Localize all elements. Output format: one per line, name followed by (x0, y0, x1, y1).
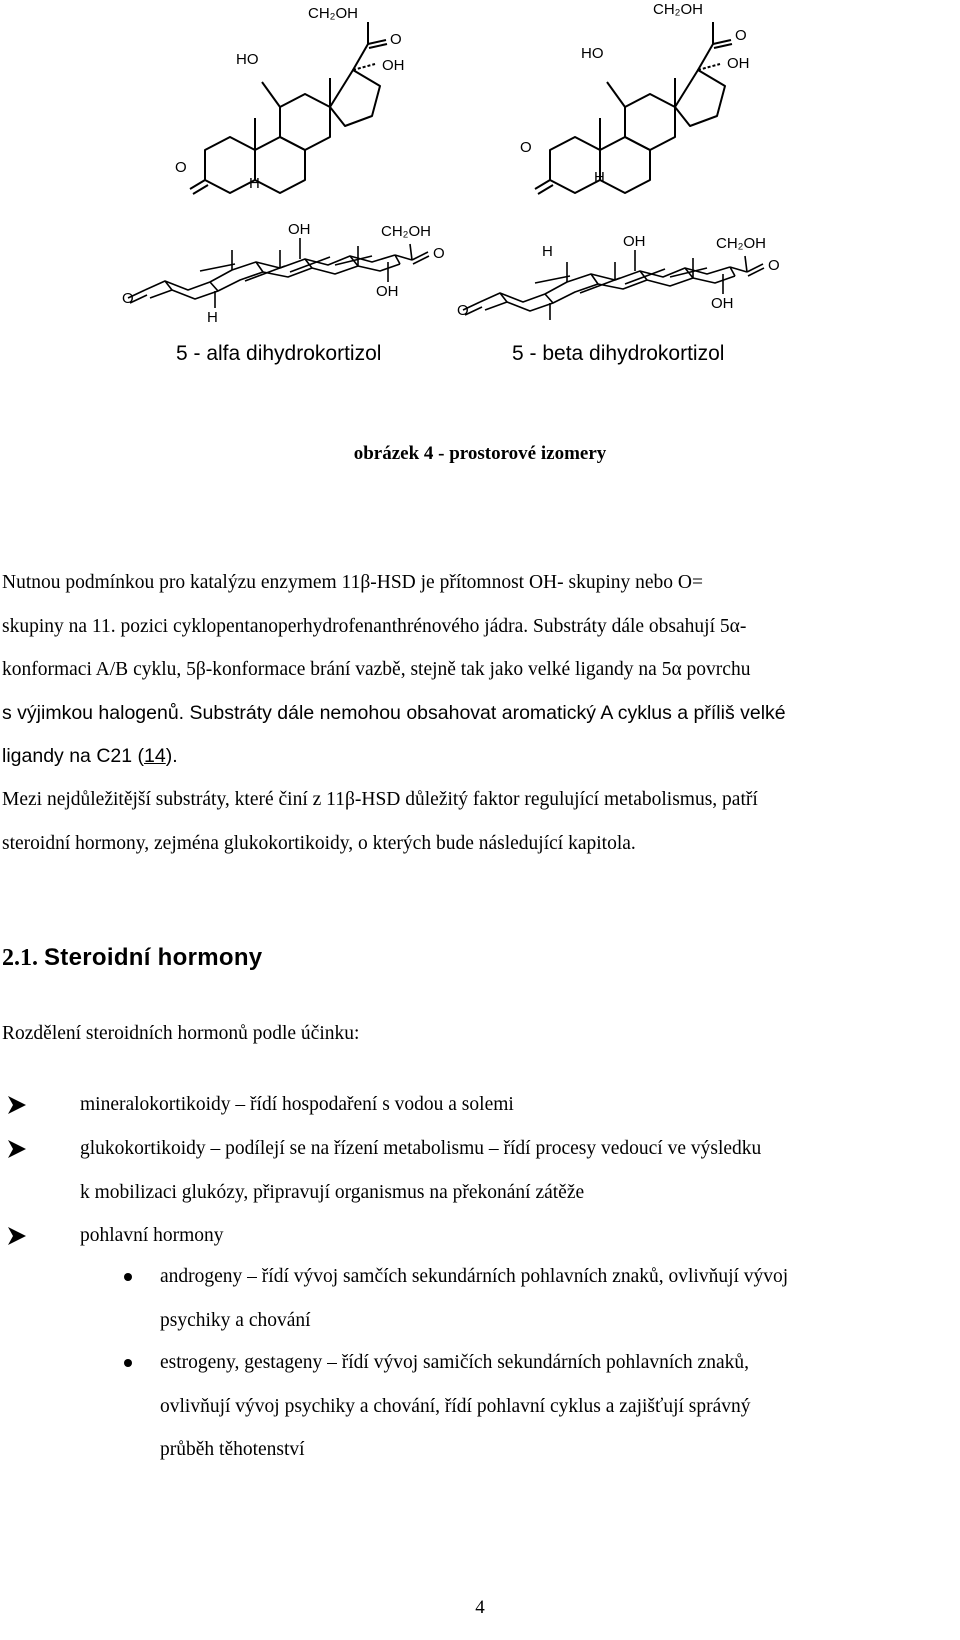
atom-label: H (594, 169, 605, 186)
text-line: ovlivňují vývoj psychiky a chování, řídí pohlavní cyklus a zajišťují správný (160, 1395, 751, 1417)
atom-label: O (122, 290, 134, 307)
text-line: k mobilizaci glukózy, připravují organismus na překonání zátěže (80, 1181, 585, 1203)
atom-label: HO (236, 51, 259, 68)
atom-label: HO (581, 45, 604, 62)
text-line: průběh těhotenství (160, 1439, 305, 1461)
atom-label: CH₂OH (381, 223, 431, 240)
atom-label: O (390, 31, 402, 48)
steroid-isomers-figure (0, 0, 960, 390)
atom-label: O (520, 139, 532, 156)
atom-label: O (457, 302, 469, 319)
page-number: 4 (475, 1597, 485, 1618)
figure-label-alpha: 5 - alfa dihydrokortizol (176, 342, 382, 365)
text-line: s výjimkou halogenů. Substráty dále nemohou obsahovat aromatický A cyklus a příliš velké (2, 701, 786, 724)
atom-label: OH (727, 55, 750, 72)
text-fragment: ligandy na C21 ( (2, 745, 145, 768)
text-line: Mezi nejdůležitější substráty, které činí z 11β-HSD důležitý faktor regulující metabolismus, patří (2, 789, 758, 810)
text-line: psychiky a chování (160, 1309, 311, 1331)
figure-caption: obrázek 4 - prostorové izomery (353, 443, 607, 464)
paragraph-substrate-requirements (2, 561, 954, 779)
sublist-item-estrogens (160, 1341, 960, 1472)
text-line: estrogeny, gestageny – řídí vývoj samičích sekundárních pohlavních znaků, (160, 1352, 749, 1373)
text-line: steroidní hormony, zejména glukokortikoidy, o kterých bude následující kapitola. (2, 832, 636, 854)
arrow-bullet-icon (6, 1138, 28, 1160)
alpha-2d-structure (190, 22, 387, 194)
figure-label-beta: 5 - beta dihydrokortizol (512, 342, 725, 365)
atom-label: CH₂OH (653, 1, 703, 18)
atom-label: H (249, 175, 260, 192)
atom-label: CH₂OH (716, 235, 766, 252)
atom-label: OH (288, 221, 311, 238)
section-title: Steroidní hormony (44, 944, 263, 971)
section-number: 2.1. (2, 945, 38, 971)
atom-label: O (735, 27, 747, 44)
arrow-bullet-icon (6, 1225, 28, 1247)
bullet-dot-icon (124, 1273, 132, 1281)
atom-label: O (768, 257, 780, 274)
atom-label: OH (376, 283, 399, 300)
list-item-mineralocorticoids: mineralokortikoidy – řídí hospodaření s vodou a solemi (80, 1094, 514, 1115)
text-line (2, 735, 954, 779)
text-line: glukokortikoidy – podílejí se na řízení metabolismu – řídí procesy vedoucí ve výsledku (80, 1138, 762, 1159)
atom-label: OH (623, 233, 646, 250)
atom-label: O (175, 159, 187, 176)
intro-text: Rozdělení steroidních hormonů podle účinku: (2, 1023, 360, 1044)
atom-label: OH (711, 295, 734, 312)
atom-label: O (433, 245, 445, 262)
structural-formulas (0, 0, 960, 390)
text-line: konformaci A/B cyklu, 5β-konformace brání vazbě, stejně tak jako velké ligandy na 5α povrchu (2, 659, 751, 681)
text-line: Nutnou podmínkou pro katalýzu enzymem 11β-HSD je přítomnost OH- skupiny nebo O= (2, 572, 703, 593)
bullet-dot-icon (124, 1359, 132, 1367)
beta-2d-structure (535, 22, 732, 194)
list-item-sex-hormones: pohlavní hormony (80, 1225, 224, 1246)
atom-label: CH₂OH (308, 5, 358, 22)
list-item-glucocorticoids (80, 1127, 950, 1214)
text-line: skupiny na 11. pozici cyklopentanoperhydrofenanthrénového jádra. Substráty dále obsahují 5α- (2, 615, 747, 637)
atom-label: H (207, 309, 218, 326)
arrow-bullet-icon (6, 1094, 28, 1116)
citation-link[interactable]: 14 (144, 745, 166, 768)
sublist-item-androgens (160, 1255, 960, 1342)
atom-label: H (542, 243, 553, 260)
text-fragment: ). (165, 745, 178, 768)
atom-label: OH (382, 57, 405, 74)
section-heading (2, 944, 262, 972)
paragraph-important-substrates (2, 778, 954, 865)
text-line: androgeny – řídí vývoj samčích sekundárních pohlavních znaků, ovlivňují vývoj (160, 1266, 789, 1287)
